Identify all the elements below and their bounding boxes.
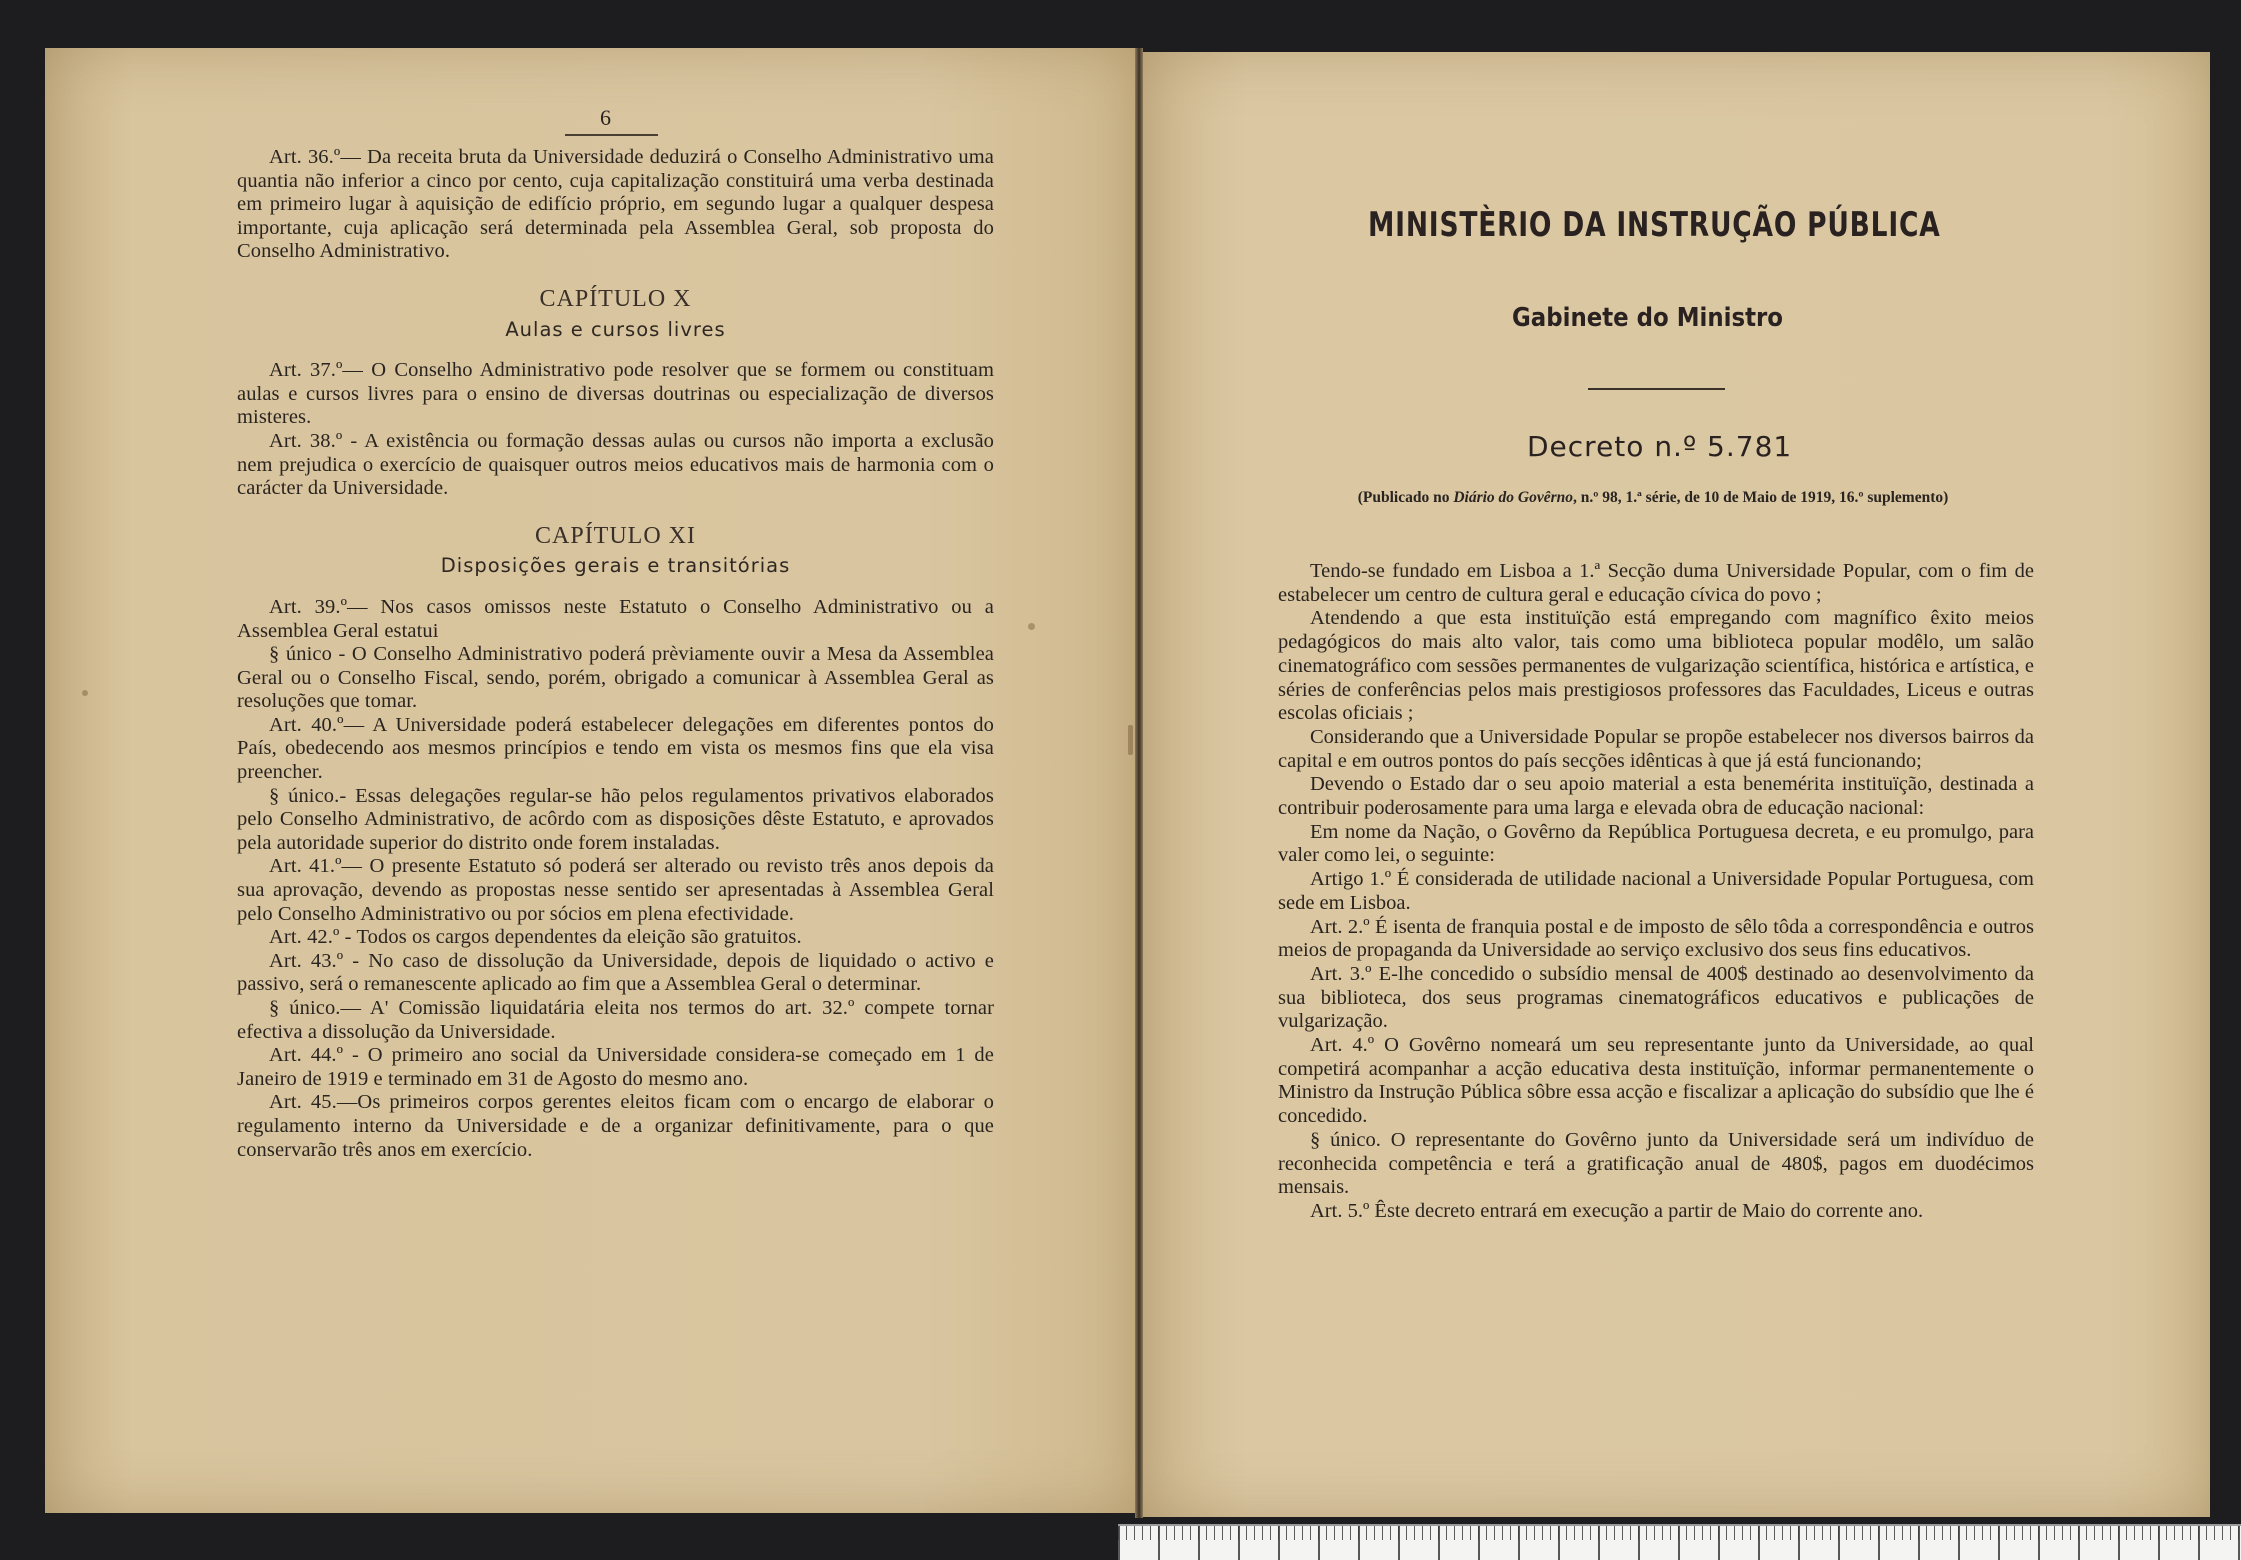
article-39-single: § único - O Conselho Administrativo poderá prèviamente ouvir a Mesa da Assemblea Geral ou o Conselho Fiscal, sendo, porém, obrigado a comunicar à Assemblea Geral as resoluções que tomar. xyxy=(237,643,994,713)
article-42: Art. 42.º - Todos os cargos dependentes da eleição são gratuitos. xyxy=(269,926,802,949)
left-page-text xyxy=(237,146,994,1162)
publication-journal: Diário do Govêrno xyxy=(1453,489,1574,506)
decree-article-5: Art. 5.º Êste decreto entrará em execução a partir de Maio do corrente ano. xyxy=(1310,1199,1924,1222)
right-page-text xyxy=(1278,560,2034,1224)
chapter-x-subtitle: Aulas e cursos livres xyxy=(505,317,726,341)
chapter-x-title: CAPÍTULO X xyxy=(539,285,692,312)
cabinet-heading: Gabinete do Ministro xyxy=(1512,303,1784,333)
decree-article-1: Artigo 1.º É considerada de utilidade nacional a Universidade Popular Portuguesa, com sede em Lisboa. xyxy=(1278,868,2034,914)
measurement-ruler xyxy=(1118,1524,2241,1560)
article-37: Art. 37.º— O Conselho Administrativo pode resolver que se formem ou constituam aulas e cursos livres para o ensino de diversas doutrinas ou especialização de diversos misteres. xyxy=(237,359,994,429)
article-40: Art. 40.º— A Universidade poderá estabelecer delegações em diferentes pontos do País, obedecendo aos mesmos princípios e tendo em vista os mesmos fins que ela visa preencher. xyxy=(237,713,994,784)
decree-article-3: Art. 3.º E-lhe concedido o subsídio mensal de 400$ destinado ao desenvolvimento da sua biblioteca, dos seus programas cinematográficos educativos e publicações de vulgarização. xyxy=(1278,962,2034,1033)
decree-article-4: Art. 4.º O Govêrno nomeará um seu representante junto da Universidade, ao qual competirá acompanhar a acção educativa desta instituïção, informar permanentemente o Ministro da Instrução Pública sôbre essa acção e fiscalizar a aplicação do subsídio que lhe é concedido. xyxy=(1278,1034,2034,1128)
ministry-title: MINISTÈRIO DA INSTRUÇÃO PÚBLICA xyxy=(1368,205,1941,245)
article-38: Art. 38.º - A existência ou formação dessas aulas ou cursos não importa a exclusão nem prejudica o exercício de quaisquer outros meios educativos mais de harmonia com o carácter da Universidade. xyxy=(237,429,994,500)
publication-suffix: , n.º 98, 1.ª série, de 10 de Maio de 1919, 16.º suplemento) xyxy=(1573,489,1949,506)
decree-enactment: Em nome da Nação, o Govêrno da República Portuguesa decreta, e eu promulgo, para valer como lei, o seguinte: xyxy=(1278,820,2034,867)
decree-article-2: Art. 2.º É isenta de franquia postal e de imposto de sêlo tôda a correspondência e outros meios de propaganda da Universidade ao serviço exclusivo dos seus fins educativos. xyxy=(1278,915,2034,962)
decree-article-4-single: § único. O representante do Govêrno junto da Universidade será um indivíduo de reconhecida competência e terá a gratificação anual de 480$, pagos em duodécimos mensais. xyxy=(1278,1128,2034,1199)
page-number-rule xyxy=(565,134,658,136)
publication-prefix: (Publicado no xyxy=(1357,489,1454,506)
book-gutter xyxy=(1135,48,1143,1518)
article-40-single: § único.- Essas delegações regular-se hão pelos regulamentos privativos elaborados pelo Conselho Administrativo, de acôrdo com as disposições dêste Estatuto, e aprovados pela autoridade superior do distrito onde forem instaladas. xyxy=(237,784,994,854)
decree-preamble-1: Tendo-se fundado em Lisboa a 1.ª Secção duma Universidade Popular, com o fim de estabelecer um centro de cultura geral e educação cívica do povo ; xyxy=(1278,560,2034,606)
article-45: Art. 45.—Os primeiros corpos gerentes eleitos ficam com o encargo de elaborar o regulamento interno da Universidade e de a organizar definitivamente, para o que conservarão três anos em exercício. xyxy=(237,1091,994,1161)
decree-preamble-2: Atendendo a que esta instituïção está empregando com magnífico êxito meios pedagógicos do mais alto valor, tais como uma biblioteca popular modêlo, um salão cinematográfico com sessões permanentes de vulgarização scientífica, histórica e artística, e séries de conferências pelos mais prestigiosos professores das Faculdades, Liceus e outras escolas oficiais ; xyxy=(1278,607,2034,725)
decree-number: Decreto n.º 5.781 xyxy=(1527,430,1793,463)
decree-preamble-4: Devendo o Estado dar o seu apoio material a esta benemérita instituïção, destinada a contribuir poderosamente para uma larga e elevada obra de educação nacional: xyxy=(1278,773,2034,820)
publication-note xyxy=(1333,487,1973,509)
ruler-major-ticks xyxy=(1118,1526,2241,1560)
article-36: Art. 36.º— Da receita bruta da Universidade deduzirá o Conselho Administrativo uma quantia não inferior a cinco por cento, cuja capitalização constituirá uma verba destinada em primeiro lugar à aquisição de edifício próprio, em segundo lugar a qualquer despesa importante, cuja aplicação será determinada pela Assemblea Geral, sob proposta do Conselho Administrativo. xyxy=(237,146,994,263)
paper-stain xyxy=(1128,725,1133,755)
article-44: Art. 44.º - O primeiro ano social da Universidade considera-se começado em 1 de Janeiro de 1919 e terminado em 31 de Agosto do mesmo ano. xyxy=(237,1044,994,1090)
article-43-single: § único.— A' Comissão liquidatária eleita nos termos do art. 32.º compete tornar efectiva a dissolução da Universidade. xyxy=(237,997,994,1043)
paper-stain xyxy=(82,690,88,696)
article-39: Art. 39.º— Nos casos omissos neste Estatuto o Conselho Administrativo ou a Assemblea Geral estatui xyxy=(237,595,994,642)
article-41: Art. 41.º— O presente Estatuto só poderá ser alterado ou revisto três anos depois da sua aprovação, devendo as propostas nesse sentido ser apresentadas à Assemblea Geral pelo Conselho Administrativo ou por sócios em plena efectividade. xyxy=(237,855,994,925)
title-rule xyxy=(1588,388,1725,390)
chapter-xi-subtitle: Disposições gerais e transitórias xyxy=(440,554,791,578)
decree-preamble-3: Considerando que a Universidade Popular se propõe estabelecer nos diversos bairros da capital e em outros pontos do país secções idênticas à que já está funcionando; xyxy=(1278,725,2034,772)
article-43: Art. 43.º - No caso de dissolução da Universidade, depois de liquidado o activo e passivo, será o remanescente aplicado ao fim que a Assemblea Geral o determinar. xyxy=(237,949,994,996)
chapter-xi-title: CAPÍTULO XI xyxy=(535,522,696,549)
paper-stain xyxy=(1028,623,1035,630)
page-number: 6 xyxy=(600,105,611,130)
